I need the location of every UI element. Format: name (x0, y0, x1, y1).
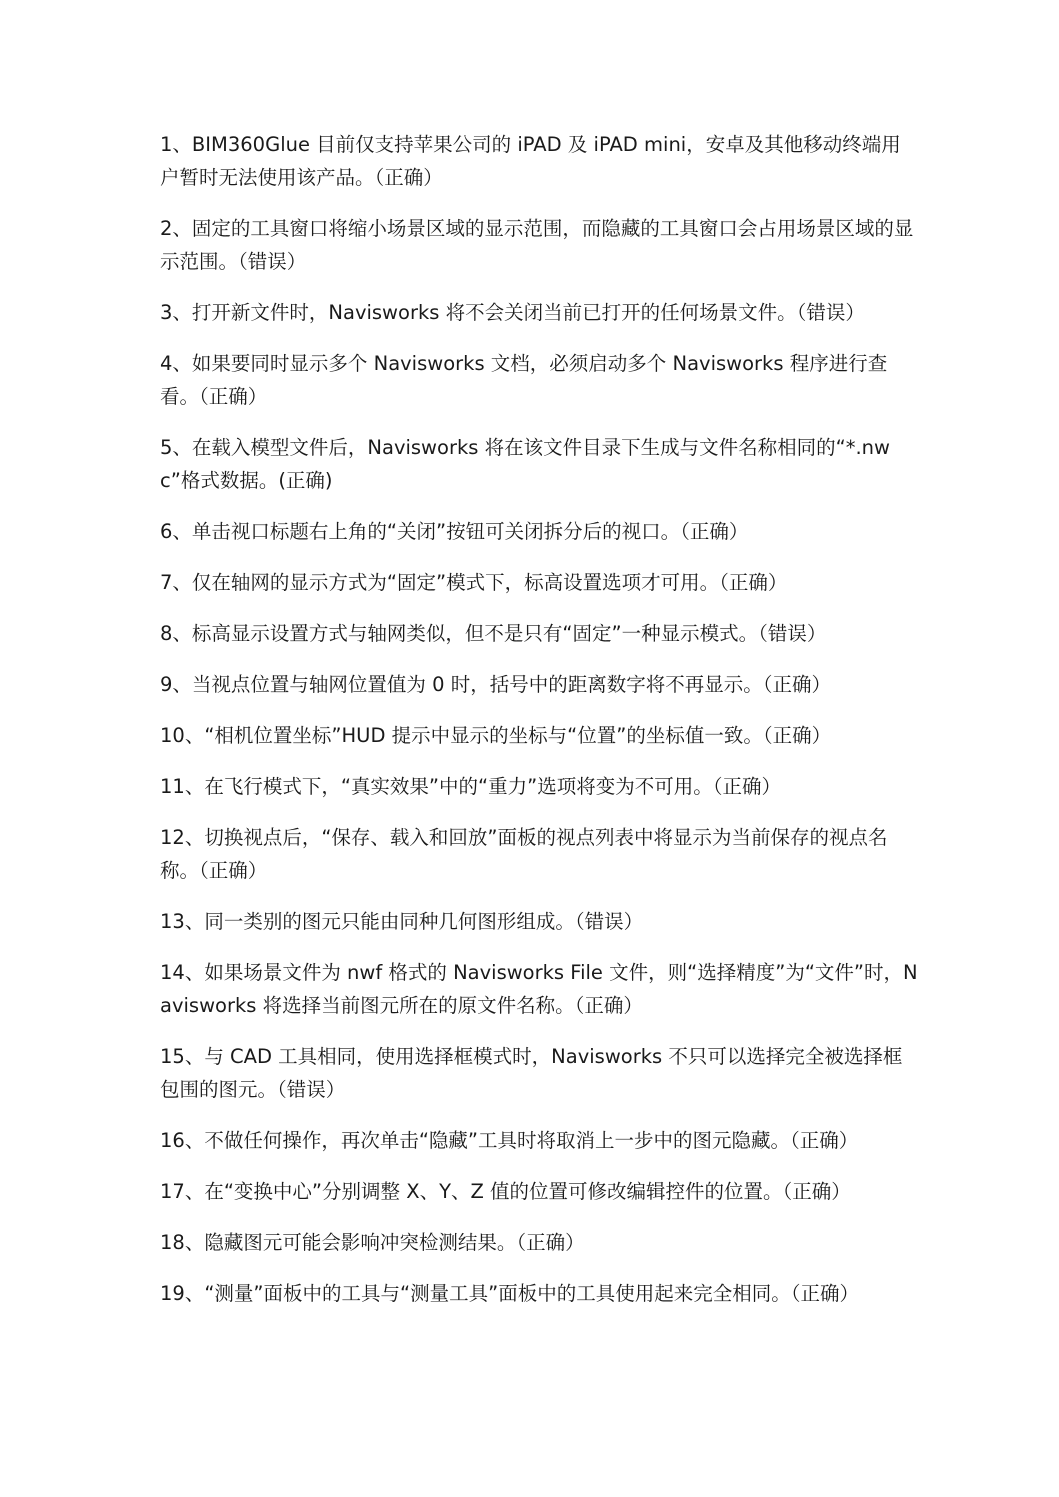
question-3: 3、打开新文件时，Navisworks 将不会关闭当前已打开的任何场景文件。（错误） (160, 301, 865, 324)
question-10: 10、“相机位置坐标”HUD 提示中显示的坐标与“位置”的坐标值一致。（正确） (160, 724, 832, 747)
question-6: 6、单击视口标题右上角的“关闭”按钮可关闭拆分后的视口。（正确） (160, 520, 749, 543)
question-1: 1、BIM360Glue 目前仅支持苹果公司的 iPAD 及 iPAD mini，安卓及其他移动终端用户暂时无法使用该产品。（正确） (160, 133, 901, 189)
question-19: 19、“测量”面板中的工具与“测量工具”面板中的工具使用起来完全相同。（正确） (160, 1282, 859, 1305)
question-18: 18、隐藏图元可能会影响冲突检测结果。（正确） (160, 1231, 585, 1254)
question-17: 17、在“变换中心”分别调整 X、Y、Z 值的位置可修改编辑控件的位置。（正确） (160, 1180, 851, 1203)
question-13: 13、同一类别的图元只能由同种几何图形组成。（错误） (160, 910, 644, 933)
question-8: 8、标高显示设置方式与轴网类似，但不是只有“固定”一种显示模式。（错误） (160, 622, 827, 645)
question-14: 14、如果场景文件为 nwf 格式的 Navisworks File 文件，则“选择精度”为“文件”时，Navisworks 将选择当前图元所在的原文件名称。（正确） (160, 961, 918, 1017)
question-4: 4、如果要同时显示多个 Navisworks 文档，必须启动多个 Navisworks 程序进行查看。（正确） (160, 352, 888, 408)
question-16: 16、不做任何操作，再次单击“隐藏”工具时将取消上一步中的图元隐藏。（正确） (160, 1129, 859, 1152)
question-2: 2、固定的工具窗口将缩小场景区域的显示范围，而隐藏的工具窗口会占用场景区域的显示范围。（错误） (160, 217, 914, 273)
document-body (160, 128, 920, 1328)
question-5: 5、在载入模型文件后，Navisworks 将在该文件目录下生成与文件名称相同的“*.nwc”格式数据。(正确) (160, 436, 890, 492)
question-15: 15、与 CAD 工具相同，使用选择框模式时，Navisworks 不只可以选择完全被选择框包围的图元。（错误） (160, 1045, 903, 1101)
question-12: 12、切换视点后，“保存、载入和回放”面板的视点列表中将显示为当前保存的视点名称。（正确） (160, 826, 888, 882)
question-9: 9、当视点位置与轴网位置值为 0 时，括号中的距离数字将不再显示。（正确） (160, 673, 831, 696)
question-11: 11、在飞行模式下，“真实效果”中的“重力”选项将变为不可用。（正确） (160, 775, 781, 798)
question-7: 7、仅在轴网的显示方式为“固定”模式下，标高设置选项才可用。（正确） (160, 571, 788, 594)
